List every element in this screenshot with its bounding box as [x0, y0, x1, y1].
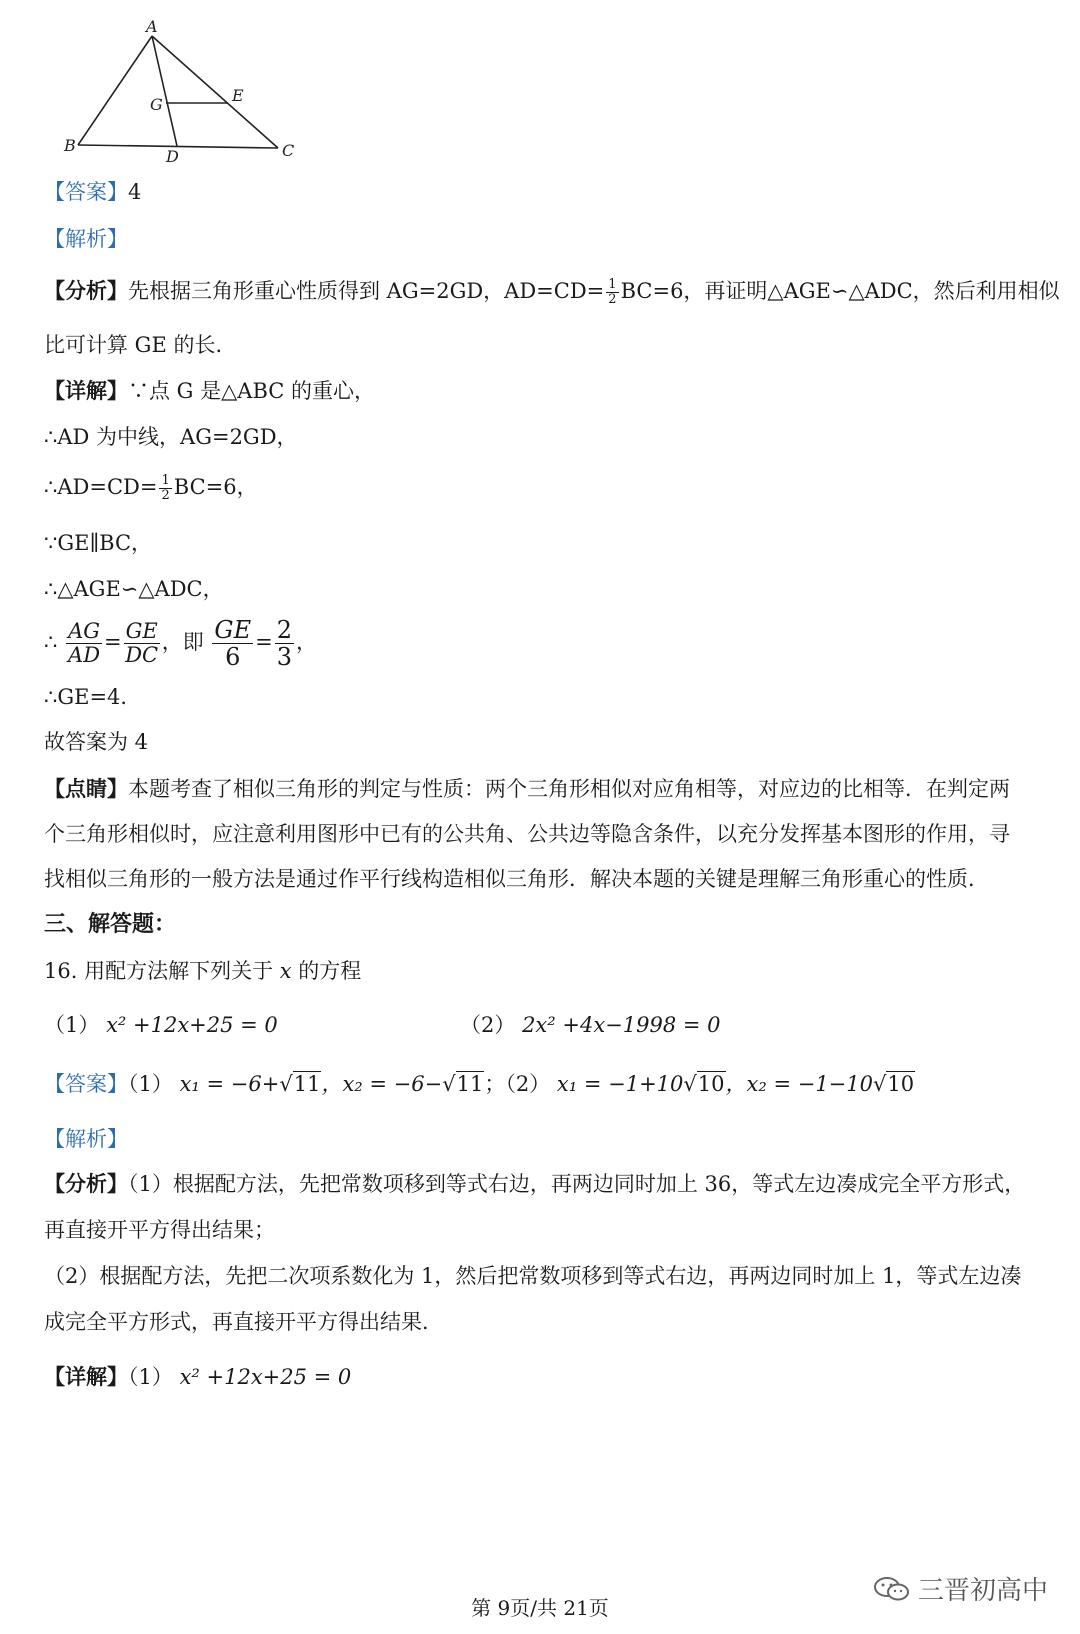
sqrt-symbol: √ [442, 1072, 456, 1096]
section-heading: 三、解答题： [44, 912, 177, 937]
label-a: A [146, 18, 158, 36]
q15-analysis-tag: 【解析】 [44, 227, 128, 251]
watermark-text: 三晋初高中 [918, 1576, 1049, 1606]
q15-fenxi-line1: 【分析】先根据三角形重心性质得到 AG=2GD，AD=CD= $\frac{1}{2}$ BC=6，再证明△AGE∽△ADC，然后利用相似 [44, 276, 1060, 307]
fraction-ag-ad: $\frac{AG}{AD}$ [68, 618, 101, 667]
q15-dianjing-line2: 个三角形相似时，应注意利用图形中已有的公共角、公共边等隐含条件，以充分发挥基本图形的作用，寻 [44, 822, 1010, 846]
sqrt-symbol: √ [279, 1072, 293, 1096]
q15-detail-line5: ∴△AGE∽△ADC， [44, 577, 224, 601]
q15-detail-line7: ∴GE=4． [44, 685, 142, 709]
q15-detail-line6: ∴ $\frac{AG}{AD}$ = $\frac{GE}{DC}$ ，即 $\frac{GE}{6}$ = $\frac{2}{3}$ ， [44, 615, 318, 671]
q15-detail-line4: ∵GE∥BC， [44, 531, 153, 555]
triangle-figure [60, 18, 310, 168]
xiangjie-tag: 【详解】 [44, 378, 128, 403]
q15-answer [44, 177, 141, 207]
label-c: C [282, 141, 295, 160]
equation-1: x² +12x+25 = 0 [106, 1013, 278, 1037]
q16-fenxi-line2: 再直接开平方得出结果； [44, 1218, 275, 1242]
dianjing-tag: 【点睛】 [44, 776, 128, 801]
page-footer: 第 9页/共 21页 [471, 1596, 609, 1620]
q16-stem: 16. 用配方法解下列关于 x 的方程 [44, 959, 362, 983]
q15-detail-line2: ∴AD 为中线，AG=2GD， [44, 425, 298, 449]
q16-part1: （1） x² +12x+25 = 0 [44, 1013, 278, 1037]
segment-ac [152, 36, 278, 148]
xiangjie-tag: 【详解】 [44, 1364, 128, 1389]
fenxi-tag: 【分析】 [44, 278, 128, 303]
q15-dianjing-line3: 找相似三角形的一般方法是通过作平行线构造相似三角形．解决本题的关键是理解三角形重心的性质． [44, 867, 989, 891]
segment-ad [152, 36, 177, 146]
q16-part2: （2） 2x² +4x−1998 = 0 [460, 1013, 721, 1037]
q16-fenxi-line4: 成完全平方形式，再直接开平方得出结果． [44, 1310, 443, 1334]
sqrt-symbol: √ [683, 1072, 697, 1096]
q15-detail-line8: 故答案为 4 [44, 730, 149, 754]
q16-fenxi-line1: 【分析】（1）根据配方法，先把常数项移到等式右边，再两边同时加上 36，等式左边凑成完全平方形式， [44, 1171, 1026, 1196]
segment-ab [78, 36, 152, 145]
answer-tag: 【答案】 [44, 1072, 128, 1096]
sqrt-symbol: √ [873, 1072, 887, 1096]
q15-dianjing-line1: 【点睛】本题考查了相似三角形的判定与性质：两个三角形相似对应角相等，对应边的比相等．在判定两 [44, 776, 1010, 801]
q16-fenxi-line3: （2）根据配方法，先把二次项系数化为 1，然后把常数项移到等式右边，再两边同时加上 1，等式左边凑 [44, 1264, 1022, 1288]
answer-tag: 【答案】 [44, 180, 128, 204]
fraction-2-3: $\frac{2}{3}$ [276, 615, 293, 671]
label-g: G [150, 95, 163, 114]
fraction-half: $\frac{1}{2}$ [608, 276, 617, 307]
equation-2: 2x² +4x−1998 = 0 [522, 1013, 721, 1037]
answer-value: 4 [128, 180, 142, 204]
q15-detail-line3: ∴AD=CD= $\frac{1}{2}$ BC=6， [44, 472, 258, 503]
label-b: B [64, 136, 76, 155]
label-e: E [232, 86, 244, 105]
q16-detail-line1: 【详解】（1） x² +12x+25 = 0 [44, 1364, 352, 1389]
q16-answer: 【答案】（1） x₁ = −6+√11，x₂ = −6−√11；（2） x₁ = −1+10√10，x₂ = −1−10√10 [44, 1072, 915, 1096]
fraction-ge-dc: $\frac{GE}{DC}$ [125, 618, 159, 667]
q16-analysis-tag: 【解析】 [44, 1127, 128, 1151]
fraction-ge-6: $\frac{GE}{6}$ [214, 615, 252, 671]
fenxi-tag: 【分析】 [44, 1171, 128, 1196]
q15-fenxi-line2: 比可计算 GE 的长． [44, 333, 237, 357]
q15-detail-line1: 【详解】∵点 G 是△ABC 的重心， [44, 378, 376, 403]
fraction-half: $\frac{1}{2}$ [161, 472, 170, 503]
label-d: D [166, 147, 179, 166]
